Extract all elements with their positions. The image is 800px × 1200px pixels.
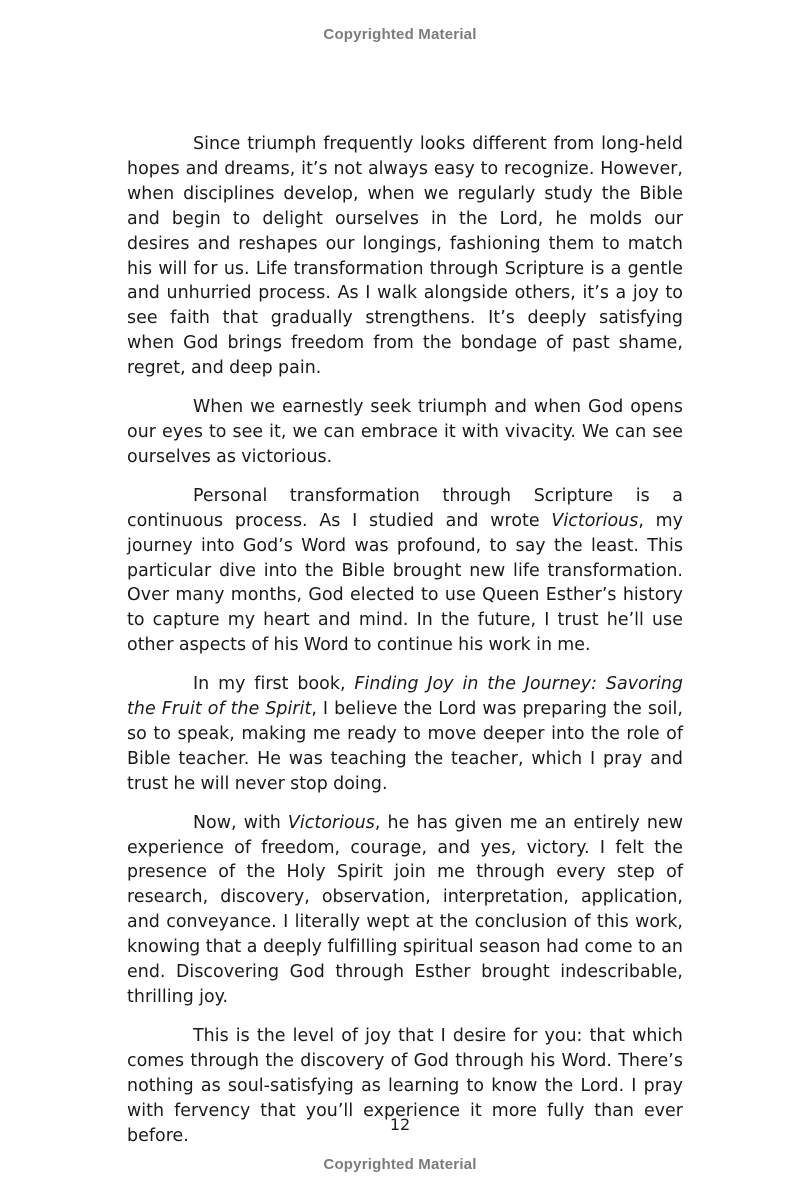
paragraph-text: Since triumph frequently looks different from long-held hopes and dreams, it’s not always easy to recognize. However, when disciplines develop, when we regularly study the Bible and begin to delight ourselves in the Lord, he molds our desires and reshapes our longings, fashioning them to match his will for us. Life transformation through Scripture is a gentle and unhurried process. As I walk alongside others, it’s a joy to see faith that gradually strengthens. It’s deeply satisfying when God brings freedom from the bondage of past shame, regret, and deep pain. [127,134,683,379]
copyright-watermark-bottom: Copyrighted Material [323,1156,477,1173]
paragraph-text: , I believe the Lord was preparing the soil, so to speak, making me ready to move deeper into the role of Bible teacher. He was teaching the teacher, which I pray and trust he will never stop doing. [127,699,683,794]
paragraph-text: When we earnestly seek triumph and when God opens our eyes to see it, we can embrace it with vivacity. We can see ourselves as victorious. [127,397,683,467]
paragraph-text: Now, with [193,812,288,833]
paragraph [127,811,683,1010]
paragraph [127,672,683,797]
paragraph [127,395,683,470]
paragraph-text: , my journey into God’s Word was profound, to say the least. This particular dive into the Bible brought new life transformation. Over many months, God elected to use Queen Esther’s history to capture my heart and mind. In the future, I trust he’ll use other aspects of his Word to continue his work in me. [127,510,683,656]
book-title-italic: Victorious [287,812,375,833]
book-title-italic: Victorious [551,510,639,531]
paragraph-text: This is the level of joy that I desire for you: that which comes through the discovery of God through his Word. There’s nothing as soul-satisfying as learning to know the Lord. I pray with fervency that you’ll experience it more fully than ever before. [127,1025,683,1146]
paragraph [127,132,683,381]
paragraph-text: In my first book, [193,674,355,695]
page-body [127,132,683,1162]
paragraph [127,484,683,658]
page-number: 12 [389,1115,411,1134]
copyright-watermark-top: Copyrighted Material [323,26,477,43]
book-title-italic: Finding Joy in the Journey: Savoring the Fruit of the Spirit [127,674,683,720]
paragraph-text: Personal transformation through Scripture is a continuous process. As I studied and wrote [127,485,683,531]
paragraph-text: , he has given me an entirely new experience of freedom, courage, and yes, victory. I felt the presence of the Holy Spirit join me through every step of research, discovery, observation, interpretation, application, and conveyance. I literally wept at the conclusion of this work, knowing that a deeply fulfilling spiritual season had come to an end. Discovering God through Esther brought indescribable, thrilling joy. [127,812,683,1007]
